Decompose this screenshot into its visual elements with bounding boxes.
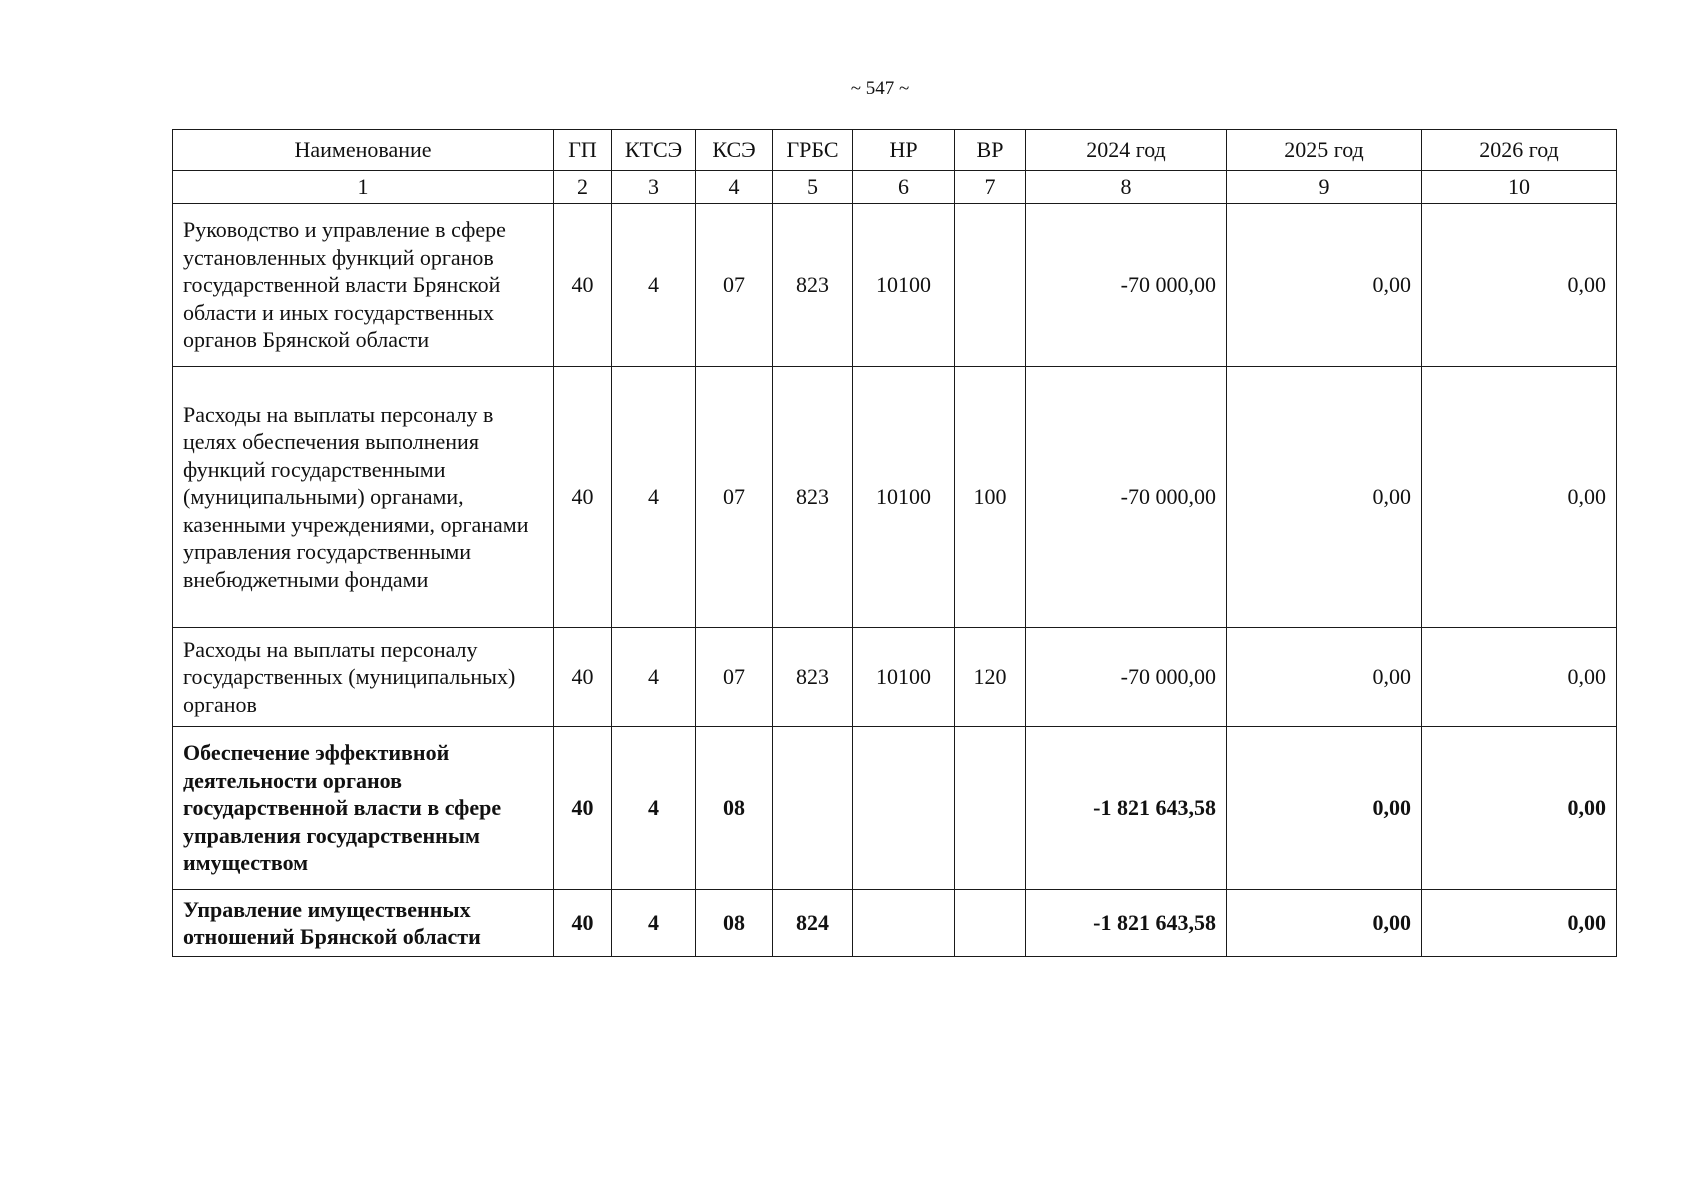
cell-2026: 0,00 [1422, 204, 1617, 367]
header-cell-2025: 2025 год [1227, 130, 1422, 171]
cell-gp: 40 [554, 367, 612, 628]
cell-2026: 0,00 [1422, 367, 1617, 628]
cell-gp: 40 [554, 727, 612, 890]
header-cell-ktse: КТСЭ [612, 130, 696, 171]
cell-nr: 10100 [853, 204, 955, 367]
column-number-row [173, 171, 1617, 204]
table-row [173, 204, 1617, 367]
header-cell-kse: КСЭ [696, 130, 773, 171]
header-cell-2026: 2026 год [1422, 130, 1617, 171]
cell-kse: 07 [696, 204, 773, 367]
budget-table [172, 129, 1617, 957]
column-number: 2 [554, 171, 612, 204]
cell-2026: 0,00 [1422, 628, 1617, 727]
header-cell-grbs: ГРБС [773, 130, 853, 171]
cell-2025: 0,00 [1227, 727, 1422, 890]
row-name: Обеспечение эффективной деятельности органов государственной власти в сфере управления государственным имуществом [173, 727, 554, 890]
cell-ktse: 4 [612, 367, 696, 628]
cell-2025: 0,00 [1227, 628, 1422, 727]
cell-vr [955, 727, 1026, 890]
cell-2025: 0,00 [1227, 204, 1422, 367]
column-number: 1 [173, 171, 554, 204]
table-row [173, 367, 1617, 628]
table-row [173, 890, 1617, 957]
cell-gp: 40 [554, 204, 612, 367]
column-number: 8 [1026, 171, 1227, 204]
header-row [173, 130, 1617, 171]
column-number: 3 [612, 171, 696, 204]
cell-grbs: 824 [773, 890, 853, 957]
row-name: Руководство и управление в сфере установленных функций органов государственной власти Брянской области и иных государственных органов Брянской области [173, 204, 554, 367]
cell-vr: 100 [955, 367, 1026, 628]
cell-vr [955, 204, 1026, 367]
cell-2025: 0,00 [1227, 890, 1422, 957]
column-number: 10 [1422, 171, 1617, 204]
cell-ktse: 4 [612, 204, 696, 367]
table-row [173, 628, 1617, 727]
cell-grbs [773, 727, 853, 890]
cell-gp: 40 [554, 890, 612, 957]
cell-nr [853, 890, 955, 957]
cell-2024: -1 821 643,58 [1026, 890, 1227, 957]
cell-kse: 07 [696, 367, 773, 628]
cell-2025: 0,00 [1227, 367, 1422, 628]
table-row [173, 727, 1617, 890]
cell-2026: 0,00 [1422, 727, 1617, 890]
row-name: Управление имущественных отношений Брянской области [173, 890, 554, 957]
cell-vr [955, 890, 1026, 957]
page-number: ~ 547 ~ [850, 78, 910, 99]
cell-nr: 10100 [853, 628, 955, 727]
cell-2024: -70 000,00 [1026, 628, 1227, 727]
cell-nr: 10100 [853, 367, 955, 628]
header-cell-vr: ВР [955, 130, 1026, 171]
cell-grbs: 823 [773, 367, 853, 628]
column-number: 4 [696, 171, 773, 204]
column-number: 7 [955, 171, 1026, 204]
cell-kse: 08 [696, 890, 773, 957]
cell-kse: 07 [696, 628, 773, 727]
cell-2024: -70 000,00 [1026, 367, 1227, 628]
cell-2026: 0,00 [1422, 890, 1617, 957]
cell-ktse: 4 [612, 727, 696, 890]
cell-ktse: 4 [612, 628, 696, 727]
column-number: 9 [1227, 171, 1422, 204]
cell-vr: 120 [955, 628, 1026, 727]
cell-2024: -70 000,00 [1026, 204, 1227, 367]
row-name: Расходы на выплаты персоналу государственных (муниципальных) органов [173, 628, 554, 727]
cell-grbs: 823 [773, 628, 853, 727]
column-number: 5 [773, 171, 853, 204]
header-cell-nr: НР [853, 130, 955, 171]
header-cell-gp: ГП [554, 130, 612, 171]
cell-ktse: 4 [612, 890, 696, 957]
cell-nr [853, 727, 955, 890]
cell-gp: 40 [554, 628, 612, 727]
cell-kse: 08 [696, 727, 773, 890]
cell-2024: -1 821 643,58 [1026, 727, 1227, 890]
header-cell-2024: 2024 год [1026, 130, 1227, 171]
column-number: 6 [853, 171, 955, 204]
cell-grbs: 823 [773, 204, 853, 367]
row-name: Расходы на выплаты персоналу в целях обеспечения выполнения функций государственными (муниципальными) органами, казенными учреждениями, органами управления государственными внебюджетными фондами [173, 367, 554, 628]
header-cell-name: Наименование [173, 130, 554, 171]
